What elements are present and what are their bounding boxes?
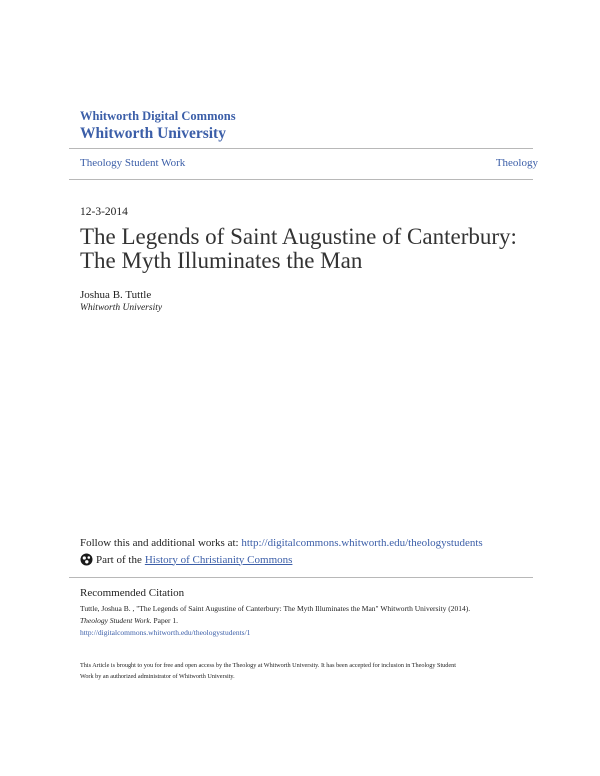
citation-block (80, 603, 540, 639)
collection-url-link[interactable]: http://digitalcommons.whitworth.edu/theologystudents (241, 537, 483, 549)
site-name-link[interactable]: Whitworth Digital Commons (80, 109, 236, 123)
author-name: Joshua B. Tuttle (80, 289, 152, 301)
nav-divider (69, 179, 533, 180)
citation-paper: Paper 1. (151, 616, 179, 625)
publication-date: 12-3-2014 (80, 206, 128, 218)
follow-prefix: Follow this and additional works at: (80, 537, 239, 549)
part-of-prefix: Part of the (96, 553, 142, 566)
discipline-commons-link[interactable]: History of Christianity Commons (144, 553, 293, 566)
title-line-1: The Legends of Saint Augustine of Canterbury: (80, 224, 517, 249)
citation-series: Theology Student Work. (80, 616, 152, 625)
commons-network-icon (80, 553, 93, 566)
citation-line-1: Tuttle, Joshua B. , "The Legends of Saint Augustine of Canterbury: The Myth Illuminates the Man" Whitworth University (2014). (80, 604, 471, 613)
citation-url-link[interactable]: http://digitalcommons.whitworth.edu/theologystudents/1 (80, 628, 251, 637)
author-affiliation: Whitworth University (80, 303, 163, 313)
collection-link[interactable]: Theology Student Work (80, 157, 186, 169)
citation-line-2 (80, 615, 540, 627)
citation-divider (69, 577, 533, 578)
title-line-2: The Myth Illuminates the Man (80, 248, 363, 273)
department-link[interactable]: Theology (495, 157, 538, 169)
access-notice-line-1: This Article is brought to you for free and open access by the Theology at Whitworth University. It has been accepted for inclusion in Theology Student (80, 662, 456, 669)
follow-line (80, 537, 483, 549)
part-of-line (80, 553, 292, 566)
access-notice (80, 660, 540, 682)
article-title (80, 225, 540, 273)
site-header (80, 108, 236, 143)
citation-heading: Recommended Citation (80, 587, 185, 599)
access-notice-line-2: Work by an authorized administrator of Whitworth University. (80, 673, 235, 680)
top-divider (69, 148, 533, 149)
university-link[interactable]: Whitworth University (80, 125, 226, 142)
